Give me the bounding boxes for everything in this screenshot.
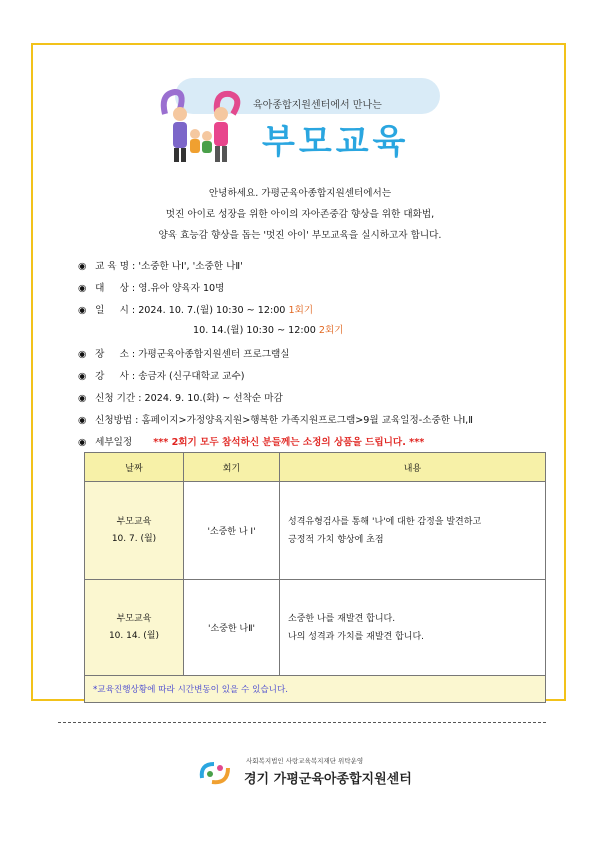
target-label: 대 상 : <box>95 283 136 294</box>
bullet-icon: ◉ <box>78 283 87 294</box>
date-line: 10. 7. (월) <box>111 533 157 544</box>
session-2-tag: 2회기 <box>318 325 344 336</box>
bullet-icon: ◉ <box>78 371 87 382</box>
header-date: 날짜 <box>85 453 184 482</box>
table-row <box>85 580 546 676</box>
row-date <box>85 482 184 580</box>
date-label: 일 시 : <box>95 305 136 316</box>
title-label: 교 육 명 : <box>95 261 136 272</box>
table-note-row <box>85 676 546 703</box>
page-title: 부모교육 <box>262 122 410 162</box>
info-row-date2 <box>193 322 344 338</box>
date-2: 10. 14.(월) 10:30 ~ 12:00 <box>193 325 316 336</box>
intro-text <box>0 183 600 246</box>
family-illustration-icon <box>155 84 245 164</box>
method-label: 신청방법 : <box>95 415 139 426</box>
divider <box>58 722 546 723</box>
content-line: 긍정적 가치 향상에 초점 <box>288 534 384 545</box>
bullet-icon: ◉ <box>78 415 87 426</box>
row-session: '소중한 나 Ⅰ' <box>184 482 280 580</box>
footer-center-name: 경기 가평군육아종합지원센터 <box>244 772 412 787</box>
info-row-place <box>78 346 290 362</box>
time-change-note: *교육진행상황에 따라 시간변동이 있을 수 있습니다. <box>85 676 546 703</box>
bullet-icon: ◉ <box>78 305 87 316</box>
date-line: 10. 14. (월) <box>108 630 160 641</box>
intro-line-3: 양육 효능감 향상을 돕는 '멋진 아이' 부모교육을 실시하고자 합니다. <box>158 230 442 241</box>
info-row-period <box>78 390 283 406</box>
bullet-icon: ◉ <box>78 349 87 360</box>
date-line: 부모교육 <box>116 516 152 527</box>
intro-line-1: 안녕하세요. 가평군육아종합지원센터에서는 <box>208 188 392 199</box>
session-1-tag: 1회기 <box>288 305 314 316</box>
detail-label: 세부일정 <box>95 437 133 448</box>
center-logo-icon <box>198 758 238 788</box>
gift-notice: *** 2회기 모두 참석하신 분들께는 소정의 상품을 드립니다. *** <box>153 437 425 448</box>
header-content: 내용 <box>280 453 546 482</box>
row-content <box>280 580 546 676</box>
bullet-icon: ◉ <box>78 437 87 448</box>
row-content <box>280 482 546 580</box>
period-label: 신청 기간 : <box>95 393 142 404</box>
title-value: '소중한 나Ⅰ', '소중한 나Ⅱ' <box>138 261 243 272</box>
content-line: 성격유형검사를 통해 '나'에 대한 감정을 발견하고 <box>288 516 482 527</box>
date-line: 부모교육 <box>116 613 152 624</box>
info-row-lecturer <box>78 368 244 384</box>
date-1: 2024. 10. 7.(월) 10:30 ~ 12:00 <box>138 305 286 316</box>
header-subtitle: 육아종합지원센터에서 만나는 <box>253 100 382 111</box>
bullet-icon: ◉ <box>78 261 87 272</box>
content-line: 소중한 나를 재발견 합니다. <box>288 613 396 624</box>
header-session: 회기 <box>184 453 280 482</box>
schedule-table <box>84 452 546 703</box>
footer-operator: 사회복지법인 사랑교육복지재단 위탁운영 <box>246 757 364 765</box>
info-row-method <box>78 412 473 428</box>
info-row-detail <box>78 434 424 450</box>
footer <box>198 756 418 792</box>
target-value: 영.유아 양육자 10명 <box>138 283 225 294</box>
lecturer-value: 송금자 (신구대학교 교수) <box>138 371 245 382</box>
info-row-title <box>78 258 243 274</box>
table-row <box>85 482 546 580</box>
row-session: '소중한 나Ⅱ' <box>184 580 280 676</box>
period-value: 2024. 9. 10.(화) ~ 선착순 마감 <box>144 393 283 404</box>
info-row-date <box>78 302 313 318</box>
row-date <box>85 580 184 676</box>
place-label: 장 소 : <box>95 349 136 360</box>
lecturer-label: 강 사 : <box>95 371 136 382</box>
content-line: 나의 성격과 가치를 재발견 합니다. <box>288 631 425 642</box>
intro-line-2: 멋진 아이로 성장을 위한 아이의 자아존중감 향상을 위한 대화법, <box>165 209 435 220</box>
method-value: 홈페이지>가정양육지원>행복한 가족지원프로그램>9월 교육일정-소중한 나Ⅰ,Ⅱ <box>141 415 473 426</box>
bullet-icon: ◉ <box>78 393 87 404</box>
table-header-row <box>85 453 546 482</box>
info-row-target <box>78 280 224 296</box>
header-banner <box>155 78 455 168</box>
place-value: 가평군육아종합지원센터 프로그램실 <box>138 349 290 360</box>
